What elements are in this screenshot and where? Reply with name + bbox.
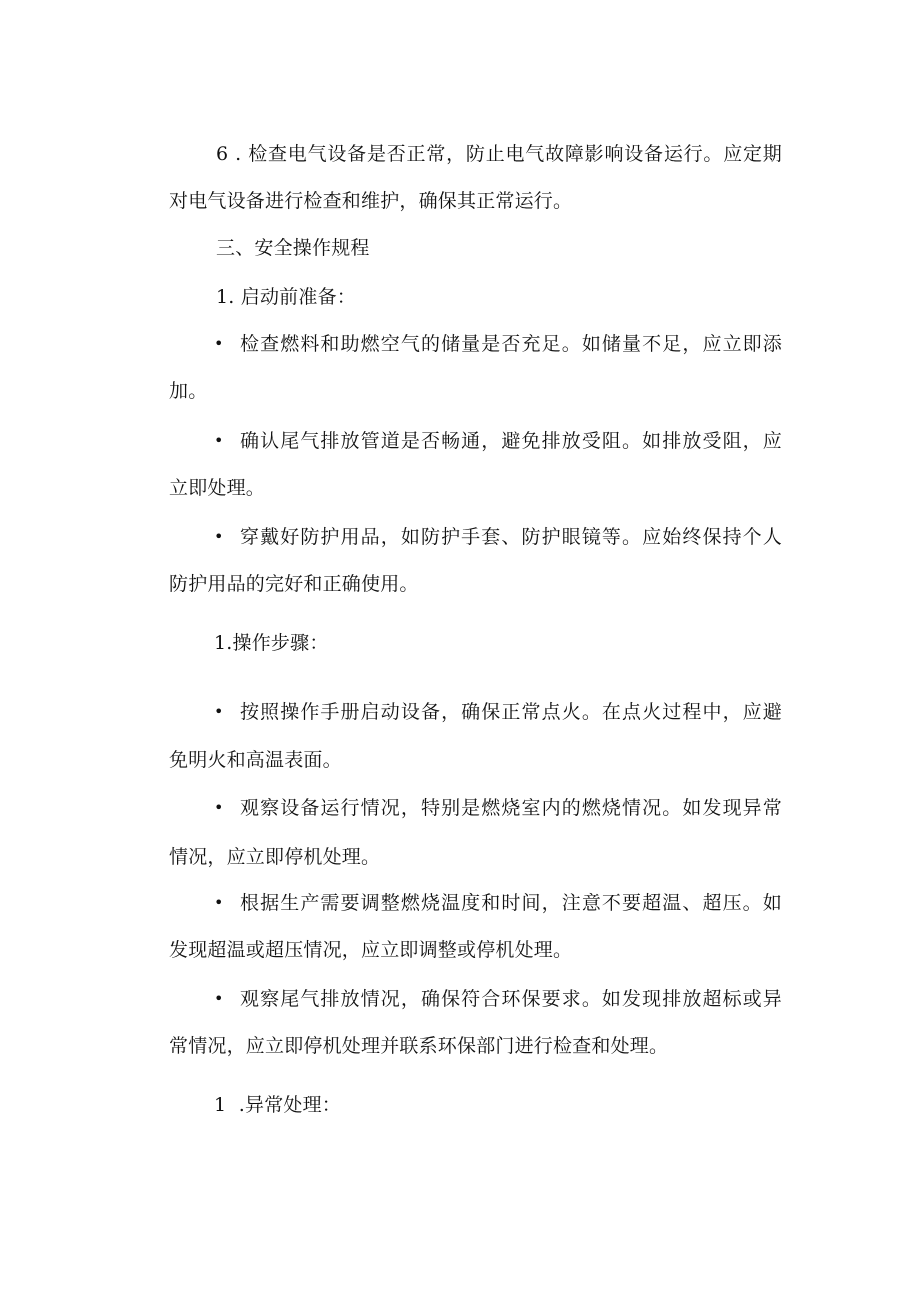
startup-heading: 1. 启动前准备： — [216, 286, 356, 308]
bullet-icon: • — [214, 334, 224, 353]
item6-line2: 对电气设备进行检查和维护，确保其正常运行。 — [169, 190, 573, 212]
operation-bullet-1-line1: 按照操作手册启动设备，确保正常点火。在点火过程中，应避 — [240, 701, 782, 723]
operation-heading: 1.操作步骤： — [214, 632, 329, 654]
startup-bullet-2-line2: 立即处理。 — [169, 477, 266, 499]
startup-bullet-3-line1: 穿戴好防护用品，如防护手套、防护眼镜等。应始终保持个人 — [240, 526, 782, 548]
operation-bullet-1-line2: 免明火和高温表面。 — [169, 749, 342, 771]
bullet-icon: • — [214, 702, 224, 721]
operation-bullet-4-line1: 观察尾气排放情况，确保符合环保要求。如发现排放超标或异 — [240, 988, 782, 1010]
operation-bullet-2-line2: 情况，应立即停机处理。 — [169, 846, 381, 868]
bullet-icon: • — [214, 893, 224, 912]
startup-bullet-1-line2: 加。 — [169, 380, 208, 402]
section-heading: 三、安全操作规程 — [216, 237, 370, 259]
startup-bullet-3-line2: 防护用品的完好和正确使用。 — [169, 573, 419, 595]
operation-bullet-3-line1: 根据生产需要调整燃烧温度和时间，注意不要超温、超压。如 — [240, 892, 782, 914]
startup-bullet-2-line1: 确认尾气排放管道是否畅通，避免排放受阻。如排放受阻，应 — [240, 430, 782, 452]
startup-bullet-1-line1: 检查燃料和助燃空气的储量是否充足。如储量不足，应立即添 — [240, 333, 782, 355]
operation-bullet-2-line1: 观察设备运行情况，特别是燃烧室内的燃烧情况。如发现异常 — [240, 797, 782, 819]
item6-line1: 6 . 检查电气设备是否正常，防止电气故障影响设备运行。应定期 — [216, 143, 782, 165]
bullet-icon: • — [214, 798, 224, 817]
exception-heading: 1 .异常处理： — [214, 1094, 342, 1116]
bullet-icon: • — [214, 527, 224, 546]
operation-bullet-3-line2: 发现超温或超压情况，应立即调整或停机处理。 — [169, 939, 573, 961]
bullet-icon: • — [214, 431, 224, 450]
operation-bullet-4-line2: 常情况，应立即停机处理并联系环保部门进行检查和处理。 — [169, 1035, 669, 1057]
bullet-icon: • — [214, 989, 224, 1008]
